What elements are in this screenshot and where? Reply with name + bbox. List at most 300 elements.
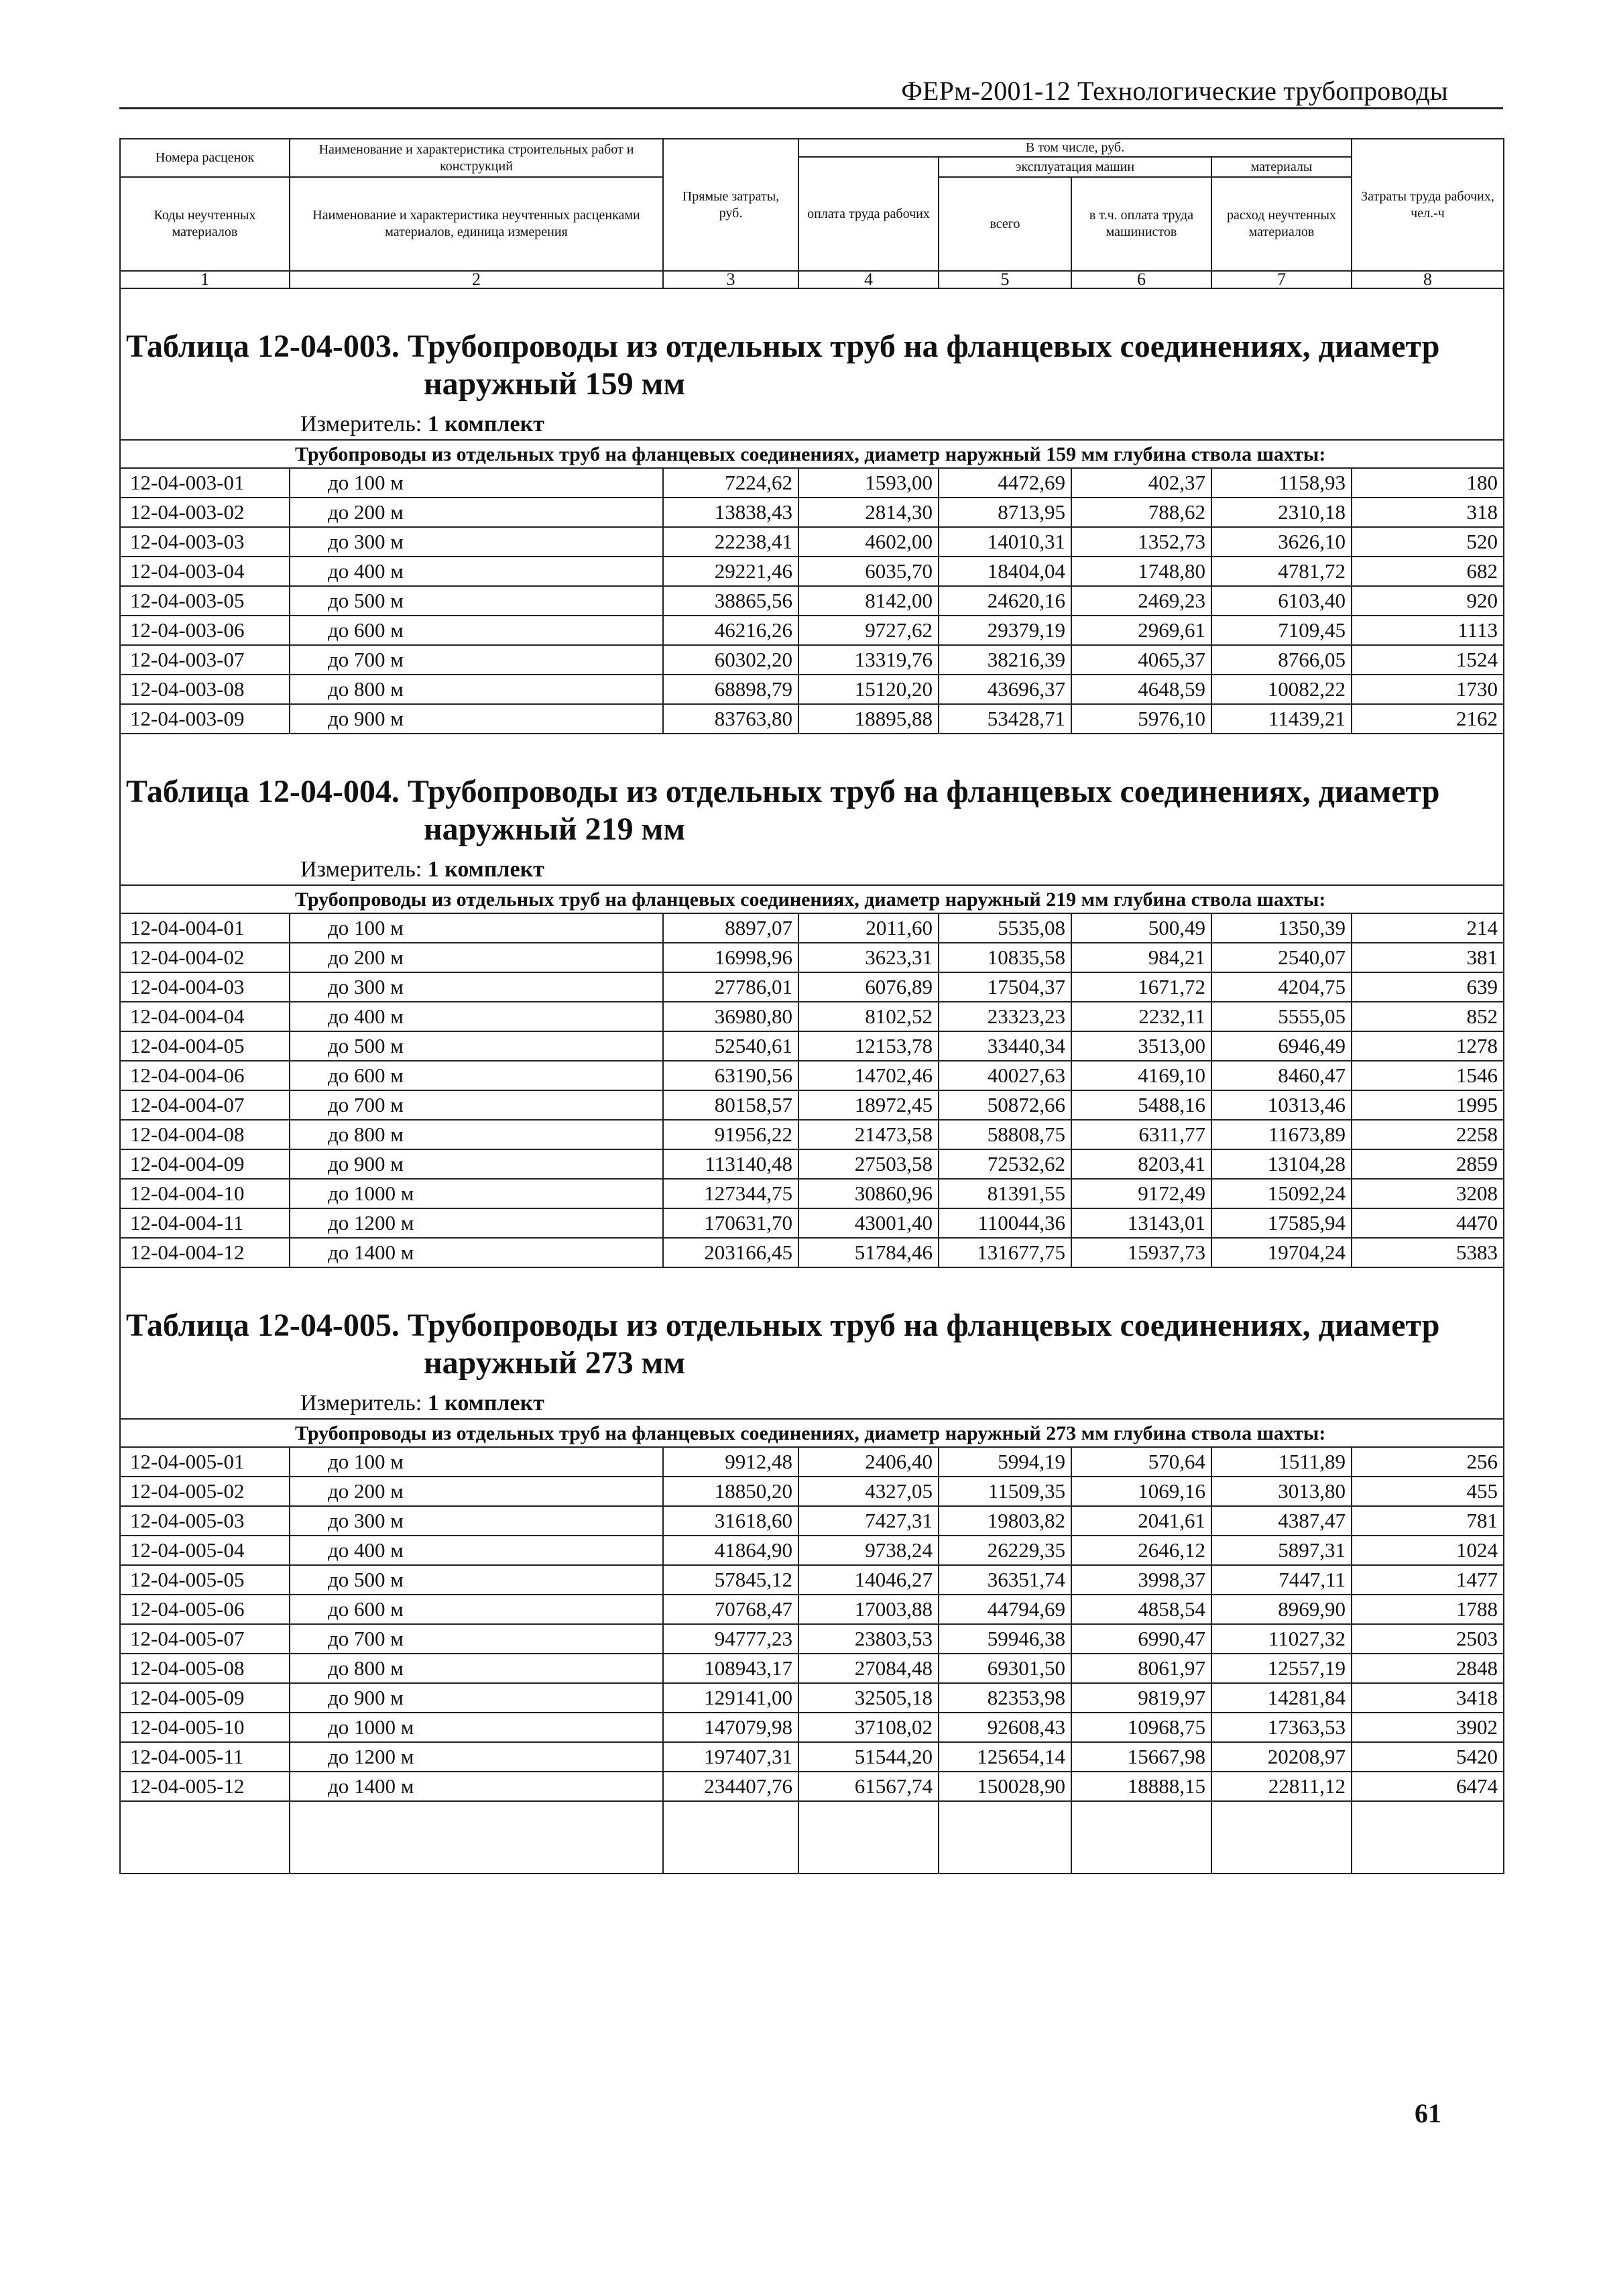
cell-labor-pay: 37108,02 — [798, 1713, 939, 1742]
cell-work-name: до 900 м — [290, 1683, 663, 1713]
cell-direct-costs: 113140,48 — [663, 1149, 798, 1179]
section-title-line2: наружный 273 мм — [424, 1345, 686, 1381]
cell-machines-total: 17504,37 — [939, 972, 1071, 1002]
cell-direct-costs: 63190,56 — [663, 1061, 798, 1090]
table-row — [120, 1477, 1504, 1506]
cell-machinist-pay: 9819,97 — [1071, 1683, 1211, 1713]
table-row — [120, 1772, 1504, 1801]
cell-materials-use: 5897,31 — [1211, 1536, 1352, 1565]
cell-machinist-pay: 3998,37 — [1071, 1565, 1211, 1595]
cell-machines-total: 5535,08 — [939, 913, 1071, 943]
cell-labor-pay: 4327,05 — [798, 1477, 939, 1506]
cell-machinist-pay: 3513,00 — [1071, 1031, 1211, 1061]
cell-work-name: до 400 м — [290, 557, 663, 586]
cell-machinist-pay: 500,49 — [1071, 913, 1211, 943]
cell-rate-code: 12-04-004-01 — [120, 913, 290, 943]
cell-machines-total: 58808,75 — [939, 1120, 1071, 1149]
cell-rate-code: 12-04-003-08 — [120, 675, 290, 704]
cell-materials-use: 22811,12 — [1211, 1772, 1352, 1801]
cell-materials-use: 10313,46 — [1211, 1090, 1352, 1120]
cell-machines-total: 72532,62 — [939, 1149, 1071, 1179]
cell-labor-pay: 9738,24 — [798, 1536, 939, 1565]
cell-work-name: до 600 м — [290, 1061, 663, 1090]
table-row — [120, 1208, 1504, 1238]
cell-materials-use: 17585,94 — [1211, 1208, 1352, 1238]
running-header: ФЕРм-2001-12 Технологические трубопроводы — [901, 76, 1448, 106]
cell-materials-use: 2310,18 — [1211, 498, 1352, 527]
cell-machinist-pay: 5976,10 — [1071, 704, 1211, 734]
cell-labor-pay: 2011,60 — [798, 913, 939, 943]
cell-rate-code: 12-04-004-04 — [120, 1002, 290, 1031]
cell-work-name: до 500 м — [290, 1565, 663, 1595]
column-number: 8 — [1352, 271, 1504, 288]
cell-materials-use: 12557,19 — [1211, 1654, 1352, 1683]
cell-direct-costs: 80158,57 — [663, 1090, 798, 1120]
cell-machinist-pay: 9172,49 — [1071, 1179, 1211, 1208]
cell-machines-total: 43696,37 — [939, 675, 1071, 704]
cell-direct-costs: 83763,80 — [663, 704, 798, 734]
cell-machinist-pay: 10968,75 — [1071, 1713, 1211, 1742]
cell-labor-hours: 1524 — [1352, 645, 1504, 675]
cell-labor-pay: 43001,40 — [798, 1208, 939, 1238]
table-row — [120, 1447, 1504, 1477]
cell-labor-pay: 27503,58 — [798, 1149, 939, 1179]
cell-machinist-pay: 1069,16 — [1071, 1477, 1211, 1506]
cell-rate-code: 12-04-005-06 — [120, 1595, 290, 1624]
cell-work-name: до 300 м — [290, 972, 663, 1002]
cell-rate-code: 12-04-005-02 — [120, 1477, 290, 1506]
cell-labor-hours: 3902 — [1352, 1713, 1504, 1742]
cell-materials-use: 4781,72 — [1211, 557, 1352, 586]
cell-direct-costs: 46216,26 — [663, 616, 798, 645]
unit-label: Измеритель: — [300, 857, 422, 882]
cell-materials-use: 14281,84 — [1211, 1683, 1352, 1713]
cell-rate-code: 12-04-005-05 — [120, 1565, 290, 1595]
table-row — [120, 1179, 1504, 1208]
description-text: Трубопроводы из отдельных труб на фланцевых соединениях, диаметр наружный 273 мм глубина ствола шахты: — [290, 1419, 1504, 1447]
section-description — [120, 1419, 1504, 1447]
cell-labor-hours: 920 — [1352, 586, 1504, 616]
cell-work-name: до 200 м — [290, 498, 663, 527]
cell-materials-use: 3626,10 — [1211, 527, 1352, 557]
cell-work-name: до 1400 м — [290, 1238, 663, 1267]
cell-rate-code: 12-04-005-11 — [120, 1742, 290, 1772]
cell-rate-code: 12-04-005-09 — [120, 1683, 290, 1713]
header-work-name: Наименование и характеристика строительных работ и конструкций — [290, 139, 663, 177]
cell-work-name: до 1400 м — [290, 1772, 663, 1801]
cell-work-name: до 900 м — [290, 1149, 663, 1179]
cell-work-name: до 800 м — [290, 675, 663, 704]
column-number: 3 — [663, 271, 798, 288]
table-row — [120, 1595, 1504, 1624]
cell-direct-costs: 129141,00 — [663, 1683, 798, 1713]
cell-materials-use: 10082,22 — [1211, 675, 1352, 704]
cell-machinist-pay: 2469,23 — [1071, 586, 1211, 616]
cell-labor-pay: 18895,88 — [798, 704, 939, 734]
cell-direct-costs: 29221,46 — [663, 557, 798, 586]
cell-machinist-pay: 4065,37 — [1071, 645, 1211, 675]
cell-labor-hours: 2503 — [1352, 1624, 1504, 1654]
cell-labor-hours: 455 — [1352, 1477, 1504, 1506]
cell-machines-total: 150028,90 — [939, 1772, 1071, 1801]
cell-rate-code: 12-04-003-06 — [120, 616, 290, 645]
cell-labor-hours: 639 — [1352, 972, 1504, 1002]
cell-rate-code: 12-04-004-12 — [120, 1238, 290, 1267]
cell-machinist-pay: 788,62 — [1071, 498, 1211, 527]
cell-machines-total: 69301,50 — [939, 1654, 1071, 1683]
cell-materials-use: 19704,24 — [1211, 1238, 1352, 1267]
cell-labor-hours: 781 — [1352, 1506, 1504, 1536]
header-machinist-pay: в т.ч. оплата труда машинистов — [1071, 177, 1211, 271]
cell-machinist-pay: 2969,61 — [1071, 616, 1211, 645]
cell-labor-pay: 4602,00 — [798, 527, 939, 557]
cell-machines-total: 24620,16 — [939, 586, 1071, 616]
cell-work-name: до 900 м — [290, 704, 663, 734]
table-row — [120, 1002, 1504, 1031]
table-row — [120, 1120, 1504, 1149]
cell-labor-pay: 21473,58 — [798, 1120, 939, 1149]
cell-machinist-pay: 4648,59 — [1071, 675, 1211, 704]
cell-materials-use: 20208,97 — [1211, 1742, 1352, 1772]
cell-rate-code: 12-04-003-02 — [120, 498, 290, 527]
section-gap — [120, 734, 1504, 761]
cell-machinist-pay: 402,37 — [1071, 468, 1211, 498]
cell-rate-code: 12-04-005-12 — [120, 1772, 290, 1801]
unit-label: Измеритель: — [300, 1391, 422, 1416]
cell-direct-costs: 8897,07 — [663, 913, 798, 943]
cell-machines-total: 23323,23 — [939, 1002, 1071, 1031]
cell-labor-hours: 1730 — [1352, 675, 1504, 704]
cell-machines-total: 36351,74 — [939, 1565, 1071, 1595]
cell-rate-code: 12-04-004-03 — [120, 972, 290, 1002]
cell-machines-total: 4472,69 — [939, 468, 1071, 498]
section-gap — [120, 288, 1504, 316]
cell-machinist-pay: 6311,77 — [1071, 1120, 1211, 1149]
section-gap — [120, 1267, 1504, 1295]
cell-labor-hours: 2162 — [1352, 704, 1504, 734]
header-rate-numbers: Номера расценок — [120, 139, 290, 177]
cell-direct-costs: 9912,48 — [663, 1447, 798, 1477]
cell-labor-hours: 180 — [1352, 468, 1504, 498]
cell-direct-costs: 203166,45 — [663, 1238, 798, 1267]
cell-materials-use: 11673,89 — [1211, 1120, 1352, 1149]
cell-labor-hours: 1995 — [1352, 1090, 1504, 1120]
cell-machines-total: 125654,14 — [939, 1742, 1071, 1772]
cell-labor-hours: 2848 — [1352, 1654, 1504, 1683]
table-row — [120, 527, 1504, 557]
table-row — [120, 645, 1504, 675]
cell-direct-costs: 60302,20 — [663, 645, 798, 675]
cell-direct-costs: 108943,17 — [663, 1654, 798, 1683]
cell-machines-total: 5994,19 — [939, 1447, 1071, 1477]
cell-machinist-pay: 15937,73 — [1071, 1238, 1211, 1267]
cell-machines-total: 44794,69 — [939, 1595, 1071, 1624]
cell-labor-pay: 6035,70 — [798, 557, 939, 586]
cell-rate-code: 12-04-003-09 — [120, 704, 290, 734]
cell-work-name: до 100 м — [290, 468, 663, 498]
cell-rate-code: 12-04-004-05 — [120, 1031, 290, 1061]
cell-machinist-pay: 18888,15 — [1071, 1772, 1211, 1801]
column-number: 1 — [120, 271, 290, 288]
cell-rate-code: 12-04-004-09 — [120, 1149, 290, 1179]
cell-materials-use: 1158,93 — [1211, 468, 1352, 498]
table-row — [120, 586, 1504, 616]
table-row — [120, 1031, 1504, 1061]
cell-labor-pay: 30860,96 — [798, 1179, 939, 1208]
cell-rate-code: 12-04-003-04 — [120, 557, 290, 586]
table-row — [120, 1506, 1504, 1536]
cell-work-name: до 200 м — [290, 1477, 663, 1506]
section-description — [120, 440, 1504, 468]
cell-machinist-pay: 15667,98 — [1071, 1742, 1211, 1772]
cell-machinist-pay: 13143,01 — [1071, 1208, 1211, 1238]
cell-materials-use: 1350,39 — [1211, 913, 1352, 943]
cell-direct-costs: 31618,60 — [663, 1506, 798, 1536]
cell-labor-hours: 1477 — [1352, 1565, 1504, 1595]
cell-labor-hours: 1024 — [1352, 1536, 1504, 1565]
cell-labor-pay: 32505,18 — [798, 1683, 939, 1713]
cell-labor-hours: 852 — [1352, 1002, 1504, 1031]
section-unit — [120, 854, 1504, 885]
cell-work-name: до 800 м — [290, 1654, 663, 1683]
cell-direct-costs: 91956,22 — [663, 1120, 798, 1149]
cell-direct-costs: 13838,43 — [663, 498, 798, 527]
cell-rate-code: 12-04-005-08 — [120, 1654, 290, 1683]
table-row — [120, 616, 1504, 645]
table-row — [120, 1238, 1504, 1267]
section-title-line2: наружный 219 мм — [424, 811, 686, 847]
table-row — [120, 972, 1504, 1002]
table-header — [120, 139, 1504, 288]
section-title — [120, 316, 1504, 408]
header-direct-costs: Прямые затраты, руб. — [663, 139, 798, 271]
cell-labor-pay: 27084,48 — [798, 1654, 939, 1683]
cell-work-name: до 1200 м — [290, 1208, 663, 1238]
cell-labor-hours: 5420 — [1352, 1742, 1504, 1772]
header-labor-cost: Затраты труда рабочих, чел.-ч — [1352, 139, 1504, 271]
cell-labor-hours: 1788 — [1352, 1595, 1504, 1624]
cell-labor-hours: 318 — [1352, 498, 1504, 527]
column-numbers-row — [120, 271, 1504, 288]
cell-labor-hours: 520 — [1352, 527, 1504, 557]
cell-materials-use: 17363,53 — [1211, 1713, 1352, 1742]
cell-labor-pay: 61567,74 — [798, 1772, 939, 1801]
cell-machines-total: 81391,55 — [939, 1179, 1071, 1208]
unit-value: 1 комплект — [427, 1391, 544, 1416]
cell-direct-costs: 68898,79 — [663, 675, 798, 704]
cell-work-name: до 1200 м — [290, 1742, 663, 1772]
cell-labor-hours: 1278 — [1352, 1031, 1504, 1061]
cell-materials-use: 5555,05 — [1211, 1002, 1352, 1031]
cell-machines-total: 110044,36 — [939, 1208, 1071, 1238]
column-number: 5 — [939, 271, 1071, 288]
cell-materials-use: 6946,49 — [1211, 1031, 1352, 1061]
cell-direct-costs: 18850,20 — [663, 1477, 798, 1506]
section-title-line1: Таблица 12-04-003. Трубопроводы из отдельных труб на фланцевых соединениях, диаметр — [126, 329, 1440, 364]
cell-machinist-pay: 8061,97 — [1071, 1654, 1211, 1683]
cell-work-name: до 500 м — [290, 1031, 663, 1061]
table-row — [120, 1536, 1504, 1565]
cell-machines-total: 11509,35 — [939, 1477, 1071, 1506]
cell-direct-costs: 38865,56 — [663, 586, 798, 616]
sections-body — [120, 288, 1504, 1874]
cell-work-name: до 700 м — [290, 1624, 663, 1654]
table-row — [120, 1713, 1504, 1742]
cell-labor-hours: 3208 — [1352, 1179, 1504, 1208]
page-number: 61 — [1415, 2098, 1441, 2128]
cell-materials-use: 11027,32 — [1211, 1624, 1352, 1654]
cell-direct-costs: 36980,80 — [663, 1002, 798, 1031]
cell-materials-use: 3013,80 — [1211, 1477, 1352, 1506]
cell-materials-use: 15092,24 — [1211, 1179, 1352, 1208]
section-unit — [120, 408, 1504, 440]
column-number: 6 — [1071, 271, 1211, 288]
cell-machinist-pay: 1671,72 — [1071, 972, 1211, 1002]
cell-labor-pay: 51544,20 — [798, 1742, 939, 1772]
rates-table — [119, 138, 1504, 1874]
table-row — [120, 468, 1504, 498]
cell-rate-code: 12-04-003-07 — [120, 645, 290, 675]
cell-work-name: до 800 м — [290, 1120, 663, 1149]
table-row — [120, 498, 1504, 527]
cell-labor-pay: 8102,52 — [798, 1002, 939, 1031]
cell-machinist-pay: 4169,10 — [1071, 1061, 1211, 1090]
cell-materials-use: 8460,47 — [1211, 1061, 1352, 1090]
cell-work-name: до 100 м — [290, 913, 663, 943]
table-row — [120, 675, 1504, 704]
cell-machines-total: 33440,34 — [939, 1031, 1071, 1061]
cell-machines-total: 59946,38 — [939, 1624, 1071, 1654]
cell-rate-code: 12-04-003-01 — [120, 468, 290, 498]
unit-label: Измеритель: — [300, 412, 422, 437]
cell-labor-pay: 23803,53 — [798, 1624, 939, 1654]
cell-work-name: до 200 м — [290, 943, 663, 972]
column-number: 4 — [798, 271, 939, 288]
cell-materials-use: 1511,89 — [1211, 1447, 1352, 1477]
table-row — [120, 1061, 1504, 1090]
cell-labor-hours: 3418 — [1352, 1683, 1504, 1713]
header-material-use: расход неучтенных материалов — [1211, 177, 1352, 271]
cell-rate-code: 12-04-005-07 — [120, 1624, 290, 1654]
cell-work-name: до 1000 м — [290, 1713, 663, 1742]
cell-rate-code: 12-04-004-06 — [120, 1061, 290, 1090]
cell-machinist-pay: 2041,61 — [1071, 1506, 1211, 1536]
cell-labor-pay: 8142,00 — [798, 586, 939, 616]
cell-rate-code: 12-04-004-10 — [120, 1179, 290, 1208]
cell-rate-code: 12-04-004-08 — [120, 1120, 290, 1149]
section-description — [120, 885, 1504, 913]
unit-value: 1 комплект — [427, 857, 544, 882]
cell-labor-pay: 14046,27 — [798, 1565, 939, 1595]
header-material-codes: Коды неучтенных материалов — [120, 177, 290, 271]
table-row — [120, 557, 1504, 586]
cell-work-name: до 700 м — [290, 1090, 663, 1120]
cell-materials-use: 8766,05 — [1211, 645, 1352, 675]
cell-work-name: до 600 м — [290, 616, 663, 645]
cell-direct-costs: 41864,90 — [663, 1536, 798, 1565]
cell-labor-pay: 2406,40 — [798, 1447, 939, 1477]
cell-materials-use: 4204,75 — [1211, 972, 1352, 1002]
cell-work-name: до 100 м — [290, 1447, 663, 1477]
section-title-line1: Таблица 12-04-005. Трубопроводы из отдельных труб на фланцевых соединениях, диаметр — [126, 1308, 1440, 1343]
table-row — [120, 1090, 1504, 1120]
header-machine-operation: эксплуатация машин — [939, 157, 1211, 177]
cell-labor-pay: 13319,76 — [798, 645, 939, 675]
cell-labor-hours: 2859 — [1352, 1149, 1504, 1179]
section-unit — [120, 1387, 1504, 1419]
cell-rate-code: 12-04-005-04 — [120, 1536, 290, 1565]
cell-machines-total: 38216,39 — [939, 645, 1071, 675]
cell-machinist-pay: 1352,73 — [1071, 527, 1211, 557]
cell-labor-pay: 18972,45 — [798, 1090, 939, 1120]
cell-work-name: до 500 м — [290, 586, 663, 616]
cell-machines-total: 50872,66 — [939, 1090, 1071, 1120]
cell-direct-costs: 7224,62 — [663, 468, 798, 498]
cell-machines-total: 92608,43 — [939, 1713, 1071, 1742]
cell-rate-code: 12-04-005-10 — [120, 1713, 290, 1742]
cell-rate-code: 12-04-003-03 — [120, 527, 290, 557]
table-row — [120, 1624, 1504, 1654]
cell-materials-use: 6103,40 — [1211, 586, 1352, 616]
cell-machinist-pay: 2646,12 — [1071, 1536, 1211, 1565]
cell-machines-total: 8713,95 — [939, 498, 1071, 527]
table-row — [120, 913, 1504, 943]
cell-machines-total: 53428,71 — [939, 704, 1071, 734]
cell-direct-costs: 197407,31 — [663, 1742, 798, 1772]
cell-labor-hours: 4470 — [1352, 1208, 1504, 1238]
cell-labor-hours: 256 — [1352, 1447, 1504, 1477]
cell-rate-code: 12-04-005-03 — [120, 1506, 290, 1536]
cell-work-name: до 400 м — [290, 1002, 663, 1031]
cell-machines-total: 14010,31 — [939, 527, 1071, 557]
section-title — [120, 1295, 1504, 1387]
cell-machinist-pay: 570,64 — [1071, 1447, 1211, 1477]
cell-machinist-pay: 5488,16 — [1071, 1090, 1211, 1120]
cell-rate-code: 12-04-004-07 — [120, 1090, 290, 1120]
cell-labor-hours: 6474 — [1352, 1772, 1504, 1801]
cell-labor-pay: 12153,78 — [798, 1031, 939, 1061]
cell-labor-hours: 5383 — [1352, 1238, 1504, 1267]
cell-machines-total: 131677,75 — [939, 1238, 1071, 1267]
cell-materials-use: 2540,07 — [1211, 943, 1352, 972]
cell-direct-costs: 170631,70 — [663, 1208, 798, 1238]
cell-work-name: до 300 м — [290, 1506, 663, 1536]
cell-work-name: до 600 м — [290, 1595, 663, 1624]
cell-labor-pay: 14702,46 — [798, 1061, 939, 1090]
header-rule — [119, 107, 1503, 109]
cell-materials-use: 7109,45 — [1211, 616, 1352, 645]
cell-rate-code: 12-04-005-01 — [120, 1447, 290, 1477]
cell-rate-code: 12-04-003-05 — [120, 586, 290, 616]
cell-work-name: до 400 м — [290, 1536, 663, 1565]
cell-machinist-pay: 1748,80 — [1071, 557, 1211, 586]
section-title-line1: Таблица 12-04-004. Трубопроводы из отдельных труб на фланцевых соединениях, диаметр — [126, 774, 1440, 809]
cell-direct-costs: 147079,98 — [663, 1713, 798, 1742]
cell-labor-pay: 15120,20 — [798, 675, 939, 704]
cell-direct-costs: 22238,41 — [663, 527, 798, 557]
table-filler — [120, 1801, 1504, 1874]
unit-value: 1 комплект — [427, 412, 544, 437]
column-number: 7 — [1211, 271, 1352, 288]
cell-labor-pay: 51784,46 — [798, 1238, 939, 1267]
table-row — [120, 1149, 1504, 1179]
cell-direct-costs: 16998,96 — [663, 943, 798, 972]
cell-labor-pay: 2814,30 — [798, 498, 939, 527]
cell-machinist-pay: 2232,11 — [1071, 1002, 1211, 1031]
cell-direct-costs: 94777,23 — [663, 1624, 798, 1654]
description-text: Трубопроводы из отдельных труб на фланцевых соединениях, диаметр наружный 219 мм глубина ствола шахты: — [290, 885, 1504, 913]
cell-machines-total: 19803,82 — [939, 1506, 1071, 1536]
